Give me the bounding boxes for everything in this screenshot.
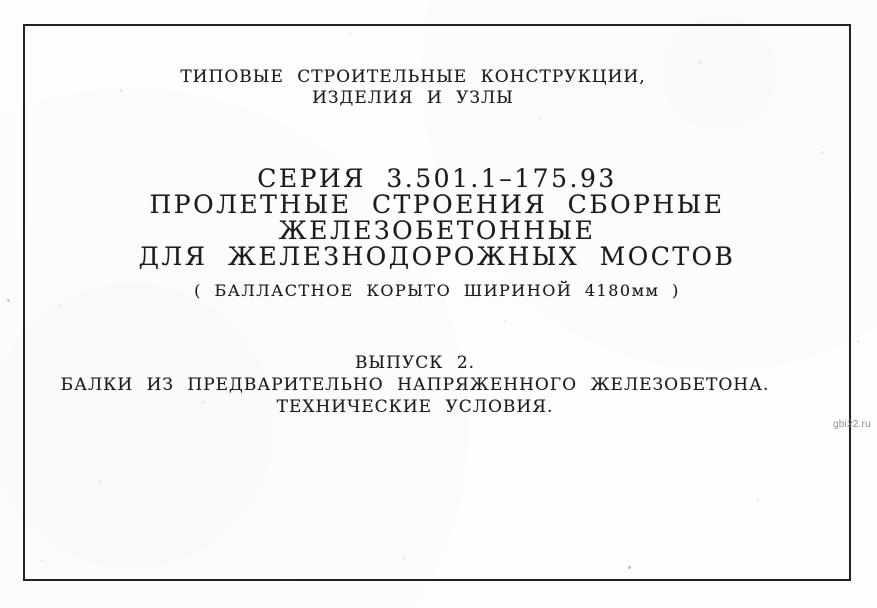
- document-title: [25, 166, 849, 304]
- title-line-2: ЖЕЛЕЗОБЕТОННЫЕ: [278, 216, 596, 245]
- title-line-1: ПРОЛЕТНЫЕ СТРОЕНИЯ СБОРНЫЕ: [149, 190, 725, 219]
- issue-block: [25, 352, 805, 418]
- document-header: [25, 67, 801, 109]
- issue-number: ВЫПУСК 2.: [354, 353, 476, 373]
- issue-subject: БАЛКИ ИЗ ПРЕДВАРИТЕЛЬНО НАПРЯЖЕННОГО ЖЕЛЕЗОБЕТОНА.: [60, 375, 770, 395]
- header-line-1: ТИПОВЫЕ СТРОИТЕЛЬНЫЕ КОНСТРУКЦИИ,: [180, 67, 646, 87]
- page-border-frame: [23, 24, 851, 581]
- title-ballast-note: ( БАЛЛАСТНОЕ КОРЫТО ШИРИНОЙ 4180мм ): [194, 281, 680, 300]
- header-line-2: ИЗДЕЛИЯ И УЗЛЫ: [312, 88, 514, 108]
- title-series-number: СЕРИЯ 3.501.1–175.93: [257, 164, 617, 193]
- scan-noise-specks: [0, 0, 1, 1]
- site-watermark: gbi22.ru: [833, 419, 871, 430]
- issue-spec-type: ТЕХНИЧЕСКИЕ УСЛОВИЯ.: [276, 397, 554, 417]
- title-line-3: ДЛЯ ЖЕЛЕЗНОДОРОЖНЫХ МОСТОВ: [138, 242, 736, 271]
